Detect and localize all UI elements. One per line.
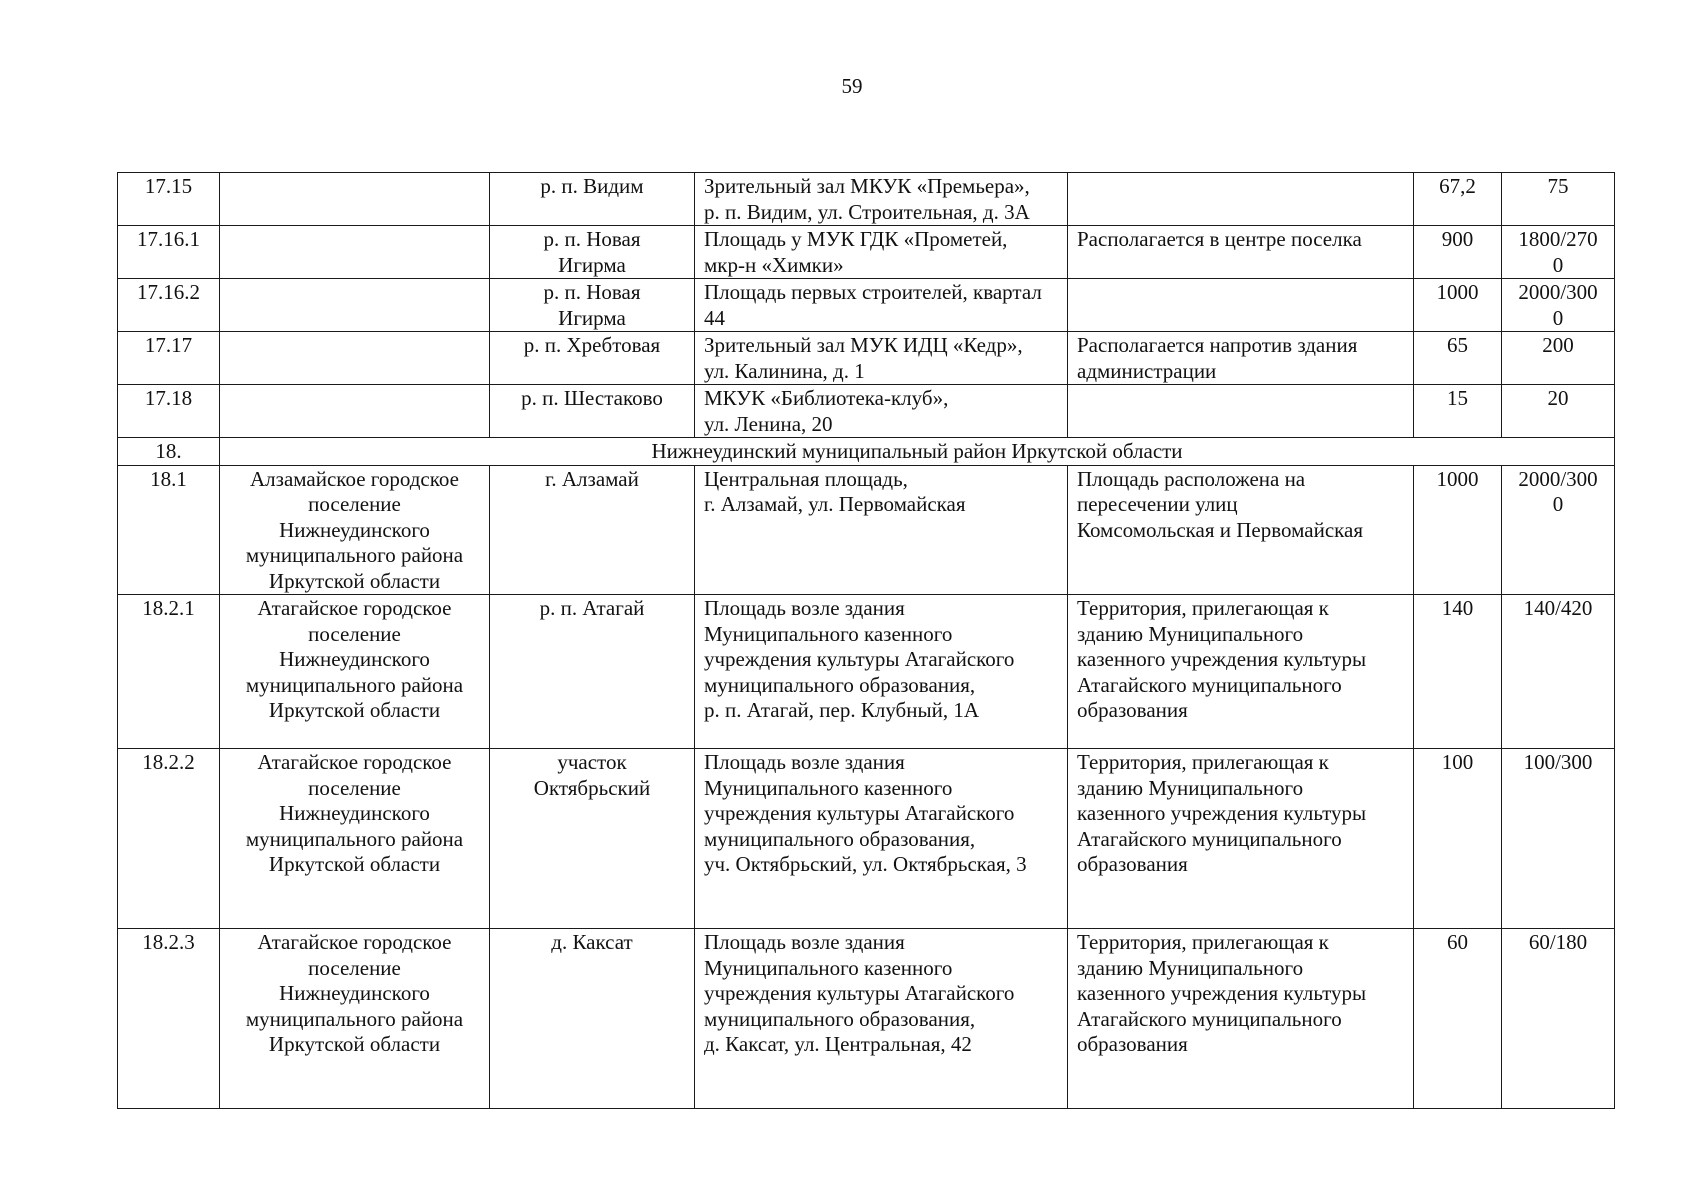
capacity-cell: 1800/270 0 xyxy=(1502,226,1615,279)
capacity-cell: 20 xyxy=(1502,385,1615,438)
table-row xyxy=(118,465,1615,595)
locality-cell: д. Каксат xyxy=(490,929,695,1109)
table-row xyxy=(118,226,1615,279)
description-cell: Территория, прилегающая к зданию Муниципального казенного учреждения культуры Атагайского муниципального образования xyxy=(1068,749,1414,929)
place-cell: Зрительный зал МКУК «Премьера», р. п. Видим, ул. Строительная, д. 3А xyxy=(695,173,1068,226)
place-cell: Площадь возле здания Муниципального казенного учреждения культуры Атагайского муниципального образования, уч. Октябрьский, ул. Октябрьская, 3 xyxy=(695,749,1068,929)
municipality-cell xyxy=(220,173,490,226)
capacity-cell: 100/300 xyxy=(1502,749,1615,929)
facilities-table xyxy=(117,172,1615,1109)
locality-cell: р. п. Хребтовая xyxy=(490,332,695,385)
locality-cell: р. п. Новая Игирма xyxy=(490,279,695,332)
municipality-cell: Атагайское городское поселение Нижнеудинского муниципального района Иркутской области xyxy=(220,929,490,1109)
locality-cell: г. Алзамай xyxy=(490,465,695,595)
locality-cell: участок Октябрьский xyxy=(490,749,695,929)
municipality-cell xyxy=(220,226,490,279)
description-cell xyxy=(1068,385,1414,438)
place-cell: Площадь возле здания Муниципального казенного учреждения культуры Атагайского муниципального образования, д. Каксат, ул. Центральная, 42 xyxy=(695,929,1068,1109)
capacity-cell: 200 xyxy=(1502,332,1615,385)
area-cell: 140 xyxy=(1414,595,1502,749)
section-row xyxy=(118,438,1615,466)
table-row xyxy=(118,279,1615,332)
capacity-cell: 60/180 xyxy=(1502,929,1615,1109)
area-cell: 67,2 xyxy=(1414,173,1502,226)
description-cell xyxy=(1068,279,1414,332)
description-cell: Территория, прилегающая к зданию Муниципального казенного учреждения культуры Атагайского муниципального образования xyxy=(1068,929,1414,1109)
area-cell: 900 xyxy=(1414,226,1502,279)
area-cell: 65 xyxy=(1414,332,1502,385)
description-cell xyxy=(1068,173,1414,226)
section-number-cell: 18. xyxy=(118,438,220,466)
locality-cell: р. п. Новая Игирма xyxy=(490,226,695,279)
row-number-cell: 18.2.2 xyxy=(118,749,220,929)
row-number-cell: 17.17 xyxy=(118,332,220,385)
place-cell: Площадь возле здания Муниципального казенного учреждения культуры Атагайского муниципального образования, р. п. Атагай, пер. Клубный, 1А xyxy=(695,595,1068,749)
municipality-cell xyxy=(220,332,490,385)
municipality-cell: Алзамайское городское поселение Нижнеудинского муниципального района Иркутской области xyxy=(220,465,490,595)
table-row xyxy=(118,173,1615,226)
description-cell: Территория, прилегающая к зданию Муниципального казенного учреждения культуры Атагайского муниципального образования xyxy=(1068,595,1414,749)
row-number-cell: 18.2.3 xyxy=(118,929,220,1109)
table-row xyxy=(118,929,1615,1109)
capacity-cell: 2000/300 0 xyxy=(1502,465,1615,595)
area-cell: 100 xyxy=(1414,749,1502,929)
locality-cell: р. п. Атагай xyxy=(490,595,695,749)
municipality-cell: Атагайское городское поселение Нижнеудинского муниципального района Иркутской области xyxy=(220,595,490,749)
place-cell: МКУК «Библиотека-клуб», ул. Ленина, 20 xyxy=(695,385,1068,438)
row-number-cell: 17.16.1 xyxy=(118,226,220,279)
municipality-cell: Атагайское городское поселение Нижнеудинского муниципального района Иркутской области xyxy=(220,749,490,929)
capacity-cell: 140/420 xyxy=(1502,595,1615,749)
row-number-cell: 17.15 xyxy=(118,173,220,226)
area-cell: 1000 xyxy=(1414,279,1502,332)
municipality-cell xyxy=(220,279,490,332)
description-cell: Располагается в центре поселка xyxy=(1068,226,1414,279)
row-number-cell: 18.2.1 xyxy=(118,595,220,749)
section-title: Нижнеудинский муниципальный район Иркутской области xyxy=(220,438,1615,466)
place-cell: Зрительный зал МУК ИДЦ «Кедр», ул. Калинина, д. 1 xyxy=(695,332,1068,385)
row-number-cell: 17.18 xyxy=(118,385,220,438)
area-cell: 60 xyxy=(1414,929,1502,1109)
capacity-cell: 75 xyxy=(1502,173,1615,226)
table-row xyxy=(118,749,1615,929)
table-row xyxy=(118,385,1615,438)
locality-cell: р. п. Видим xyxy=(490,173,695,226)
table-row xyxy=(118,332,1615,385)
place-cell: Площадь у МУК ГДК «Прометей, мкр-н «Химки» xyxy=(695,226,1068,279)
table-row xyxy=(118,595,1615,749)
locality-cell: р. п. Шестаково xyxy=(490,385,695,438)
place-cell: Площадь первых строителей, квартал 44 xyxy=(695,279,1068,332)
municipality-cell xyxy=(220,385,490,438)
place-cell: Центральная площадь, г. Алзамай, ул. Первомайская xyxy=(695,465,1068,595)
capacity-cell: 2000/300 0 xyxy=(1502,279,1615,332)
area-cell: 15 xyxy=(1414,385,1502,438)
row-number-cell: 17.16.2 xyxy=(118,279,220,332)
page-number: 59 xyxy=(841,74,863,98)
table-body xyxy=(118,173,1615,1109)
area-cell: 1000 xyxy=(1414,465,1502,595)
description-cell: Располагается напротив здания администрации xyxy=(1068,332,1414,385)
description-cell: Площадь расположена на пересечении улиц Комсомольская и Первомайская xyxy=(1068,465,1414,595)
row-number-cell: 18.1 xyxy=(118,465,220,595)
